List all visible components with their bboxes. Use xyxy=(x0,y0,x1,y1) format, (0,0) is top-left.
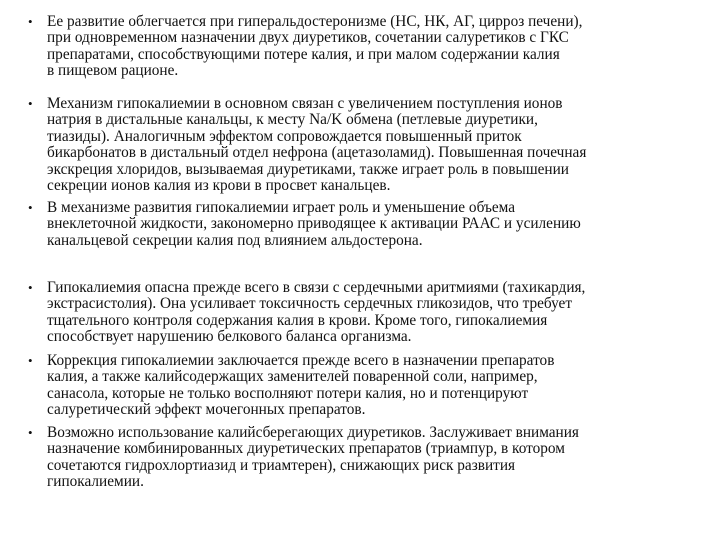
text-line: тиазиды). Аналогичным эффектом сопровождается повышенный приток xyxy=(47,127,522,145)
text-line: калия, а также калийсодержащих заменителей поваренной соли, например, xyxy=(47,368,538,386)
text-line: способствует нарушению белкового баланса организма. xyxy=(47,328,412,346)
bullet-marker: • xyxy=(28,14,33,29)
paragraph-text xyxy=(47,96,697,194)
bullet-marker: • xyxy=(28,425,33,440)
text-line: тщательного контроля содержания калия в крови. Кроме того, гипокалиемия xyxy=(47,311,548,329)
text-line: в пищевом рационе. xyxy=(47,62,179,80)
paragraph-text xyxy=(47,14,697,80)
text-line: санасола, которые не только восполняют потери калия, но и потенцируют xyxy=(47,384,529,402)
bullet-marker: • xyxy=(28,96,33,111)
bullet-marker: • xyxy=(28,353,33,368)
text-line: Механизм гипокалиемии в основном связан с увеличением поступления ионов xyxy=(47,95,563,112)
text-line: В механизме развития гипокалиемии играет роль и уменьшение объема xyxy=(47,199,516,216)
text-line: Коррекция гипокалиемии заключается прежде всего в назначении препаратов xyxy=(47,352,555,369)
paragraph-text xyxy=(47,200,697,249)
text-line: гипокалиемии. xyxy=(47,473,144,491)
text-line: при одновременном назначении двух диуретиков, сочетании салуретиков с ГКС xyxy=(47,29,569,47)
paragraph-text xyxy=(47,425,697,491)
paragraph-text xyxy=(47,353,697,419)
text-line: натрия в дистальные канальцы, к месту Na/K обмена (петлевые диуретики, xyxy=(47,111,538,129)
paragraph-text xyxy=(47,280,697,346)
text-line: Ее развитие облегчается при гиперальдостеронизме (НС, НК, АГ, цирроз печени), xyxy=(47,13,583,30)
text-line: препаратами, способствующими потере калия, и при малом содержании калия xyxy=(47,45,560,63)
text-line: салуретический эффект мочегонных препаратов. xyxy=(47,401,366,419)
text-line: внеклеточной жидкости, закономерно приводящее к активации РААС и усилению xyxy=(47,215,581,233)
bullet-marker: • xyxy=(28,280,33,295)
bullet-marker: • xyxy=(28,200,33,215)
text-line: канальцевой секреции калия под влиянием альдостерона. xyxy=(47,231,423,249)
text-line: Возможно использование калийсберегающих диуретиков. Заслуживает внимания xyxy=(47,424,579,441)
text-line: сочетаются гидрохлортиазид и триамтерен), снижающих риск развития xyxy=(47,456,516,474)
text-line: бикарбонатов в дистальный отдел нефрона (ацетазоламид). Повышенная почечная xyxy=(47,144,587,162)
text-line: назначение комбинированных диуретических препаратов (триампур, в котором xyxy=(47,440,565,458)
text-line: экскреция хлоридов, вызываемая диуретиками, также играет роль в повышении xyxy=(47,160,569,178)
text-line: экстрасистолия). Она усиливает токсичность сердечных гликозидов, что требует xyxy=(47,295,573,313)
text-line: Гипокалиемия опасна прежде всего в связи с сердечными аритмиями (тахикардия, xyxy=(47,279,586,296)
text-line: секреции ионов калия из крови в просвет канальцев. xyxy=(47,176,391,194)
